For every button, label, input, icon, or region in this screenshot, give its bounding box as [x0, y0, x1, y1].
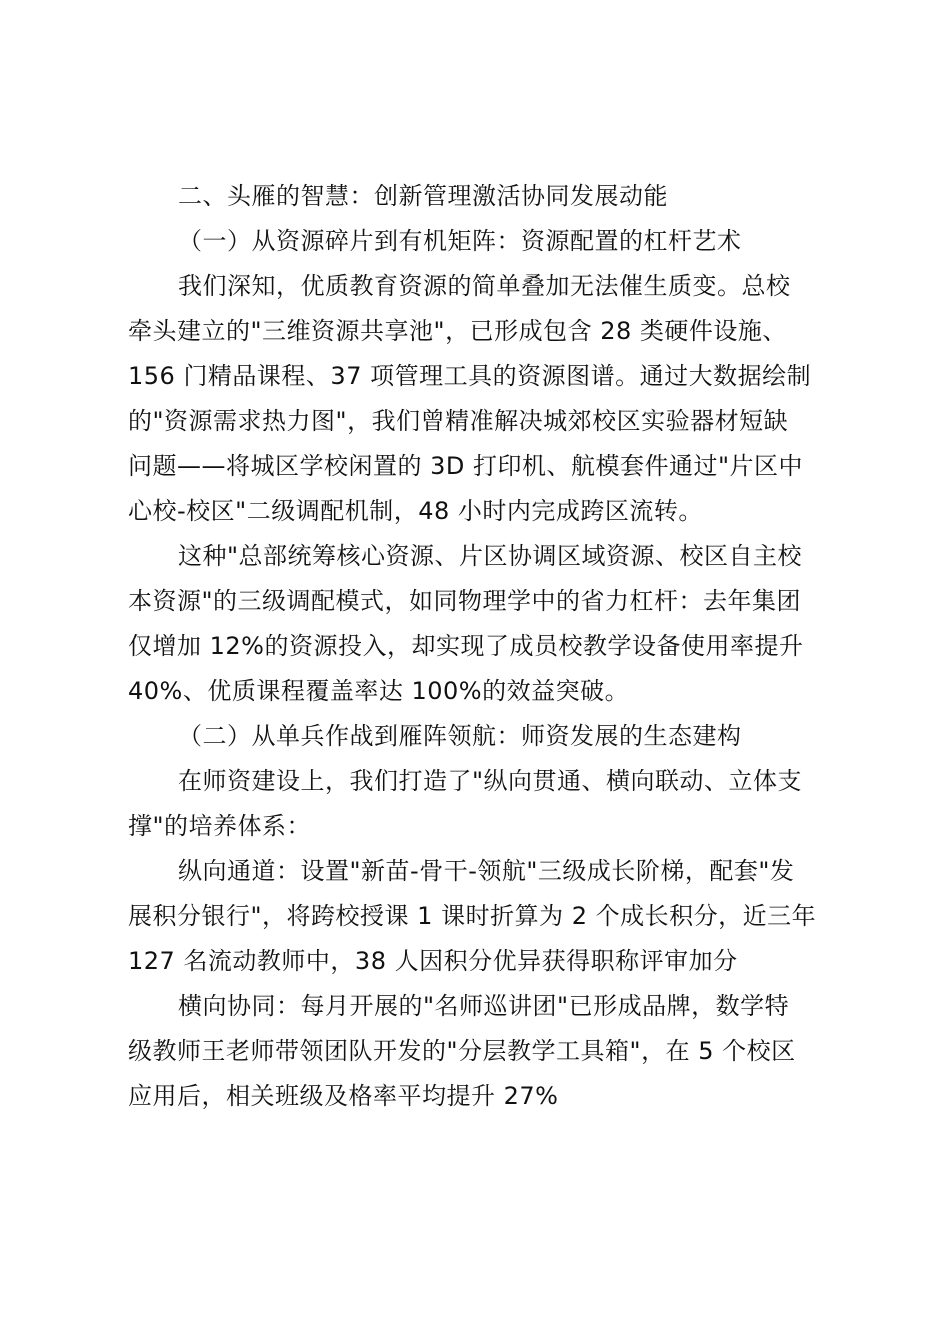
paragraph-line: 横向协同：每月开展的"名师巡讲团"已形成品牌，数学特: [178, 992, 790, 1020]
paragraph-line: 应用后，相关班级及格率平均提升 27%: [128, 1082, 559, 1110]
paragraph-resource-pool: [128, 264, 836, 534]
paragraph-line: 牵头建立的"三维资源共享池"，已形成包含 28 类硬件设施、: [128, 317, 787, 345]
section-heading: 二、头雁的智慧：创新管理激活协同发展动能: [178, 182, 668, 210]
subsection-heading-1: （一）从资源碎片到有机矩阵：资源配置的杠杆艺术: [178, 227, 742, 255]
paragraph-line: 这种"总部统筹核心资源、片区协调区域资源、校区自主校: [178, 542, 803, 570]
paragraph-horizontal-collaboration: [128, 984, 836, 1119]
paragraph-vertical-channel: [128, 849, 836, 984]
paragraph-line: 的"资源需求热力图"，我们曾精准解决城郊校区实验器材短缺: [128, 407, 789, 435]
paragraph-line: 在师资建设上，我们打造了"纵向贯通、横向联动、立体支: [178, 767, 803, 795]
paragraph-allocation-mode: [128, 534, 836, 714]
paragraph-line: 级教师王老师带领团队开发的"分层教学工具箱"，在 5 个校区: [128, 1037, 796, 1065]
paragraph-line: 仅增加 12%的资源投入，却实现了成员校教学设备使用率提升: [128, 632, 804, 660]
paragraph-line: 127 名流动教师中，38 人因积分优异获得职称评审加分: [128, 947, 738, 975]
paragraph-line: 撑"的培养体系：: [128, 812, 312, 840]
paragraph-line: 本资源"的三级调配模式，如同物理学中的省力杠杆：去年集团: [128, 587, 802, 615]
paragraph-training-system: [128, 759, 836, 849]
paragraph-line: 156 门精品课程、37 项管理工具的资源图谱。通过大数据绘制: [128, 362, 812, 390]
paragraph-line: 纵向通道：设置"新苗-骨干-领航"三级成长阶梯，配套"发: [178, 857, 795, 885]
document-body: [128, 174, 836, 1119]
subsection-heading-2: （二）从单兵作战到雁阵领航：师资发展的生态建构: [178, 722, 742, 750]
paragraph-line: 问题——将城区学校闲置的 3D 打印机、航模套件通过"片区中: [128, 452, 804, 480]
paragraph-line: 40%、优质课程覆盖率达 100%的效益突破。: [128, 677, 630, 705]
paragraph-line: 心校-校区"二级调配机制，48 小时内完成跨区流转。: [128, 497, 703, 525]
paragraph-line: 我们深知，优质教育资源的简单叠加无法催生质变。总校: [178, 272, 791, 300]
paragraph-line: 展积分银行"，将跨校授课 1 课时折算为 2 个成长积分，近三年: [128, 902, 817, 930]
